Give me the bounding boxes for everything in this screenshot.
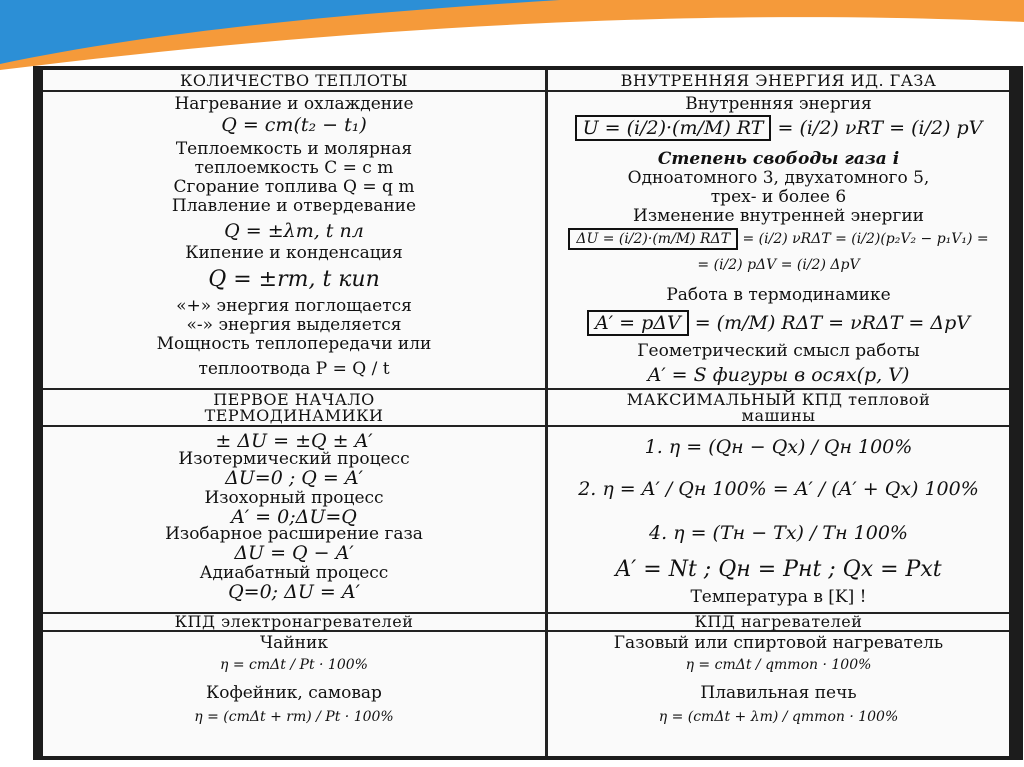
formula: ΔU = Q − A′ <box>234 542 354 564</box>
formula: A′ = Nt ; Qн = Pнt ; Qх = Pхt <box>615 557 942 582</box>
boxed-formula: ΔU = (i/2)·(m/M) RΔT <box>568 228 738 250</box>
text-line: Температура в [K] ! <box>690 587 867 607</box>
text-line: Изменение внутренней энергии <box>633 206 924 226</box>
formula-part: = (i/2) νRT = (i/2) pV <box>777 117 983 139</box>
text-line: Плавильная печь <box>700 683 857 703</box>
formula: η = cmΔt / Pt · 100% <box>220 657 368 673</box>
text-line: теплоемкость C = c m <box>194 158 394 178</box>
formula: Q = ±rm, t кип <box>208 267 380 292</box>
text-line: Нагревание и охлаждение <box>174 94 414 114</box>
formula: = (i/2) pΔV = (i/2) ΔpV <box>697 257 860 273</box>
formula: ΔU=0 ; Q = A′ <box>225 467 363 489</box>
formula <box>548 228 1009 250</box>
max-efficiency-heading: машины <box>741 406 816 425</box>
formula <box>548 115 1009 141</box>
boxed-formula: U = (i/2)·(m/M) RT <box>575 115 772 141</box>
text-line: Сгорание топлива Q = q m <box>173 177 415 197</box>
heat-quantity-heading: КОЛИЧЕСТВО ТЕПЛОТЫ <box>180 71 408 90</box>
formula: η = (cmΔt + rm) / Pt · 100% <box>194 709 394 725</box>
text-line: Адиабатный процесс <box>199 563 389 583</box>
text-line: Работа в термодинамике <box>666 285 891 305</box>
internal-energy-heading: ВНУТРЕННЯЯ ЭНЕРГИЯ ИД. ГАЗА <box>620 71 937 90</box>
first-law-heading: ТЕРМОДИНАМИКИ <box>204 406 384 425</box>
text-line: Теплоемкость и молярная <box>175 139 413 159</box>
text-line: Плавление и отвердевание <box>171 196 417 216</box>
formula: A′ = 0;ΔU=Q <box>231 506 357 528</box>
text-line: трех- и более 6 <box>710 187 847 207</box>
formula: Q = cm(t₂ − t₁) <box>221 114 367 136</box>
formula: Q=0; ΔU = A′ <box>228 581 360 603</box>
text-line: теплоотвода P = Q / t <box>198 359 390 379</box>
first-law-heading: ПЕРВОЕ НАЧАЛО <box>213 390 375 409</box>
formula-part: = (i/2) νRΔT = (i/2)(p₂V₂ − p₁V₁) = <box>742 231 989 247</box>
max-efficiency-heading: МАКСИМАЛЬНЫЙ КПД тепловой <box>626 390 931 409</box>
text-line: Изохорный процесс <box>204 488 384 508</box>
formula-table <box>33 66 1023 760</box>
formula: η = (cmΔt + λm) / qmтоп · 100% <box>658 709 899 725</box>
header-banner <box>0 0 1024 70</box>
text-line: Изобарное расширение газа <box>165 524 423 544</box>
text-line: Мощность теплопередачи или <box>156 334 432 354</box>
formula: 2. η = A′ / Qн 100% = A′ / (A′ + Qх) 100% <box>578 478 979 500</box>
formula <box>548 310 1009 336</box>
text-line: Одноатомного 3, двухатомного 5, <box>627 168 930 188</box>
text-line: Кофейник, самовар <box>206 683 382 703</box>
text-line: «+» энергия поглощается <box>176 296 412 316</box>
boxed-formula: A′ = pΔV <box>587 310 689 336</box>
heaters-heading: КПД нагревателей <box>694 612 863 631</box>
text-line: Внутренняя энергия <box>685 94 872 114</box>
formula-part: = (m/M) RΔT = νRΔT = ΔpV <box>694 312 970 334</box>
formula: A′ = S фигуры в осях(p, V) <box>647 364 910 386</box>
formula: ± ΔU = ±Q ± A′ <box>215 430 373 452</box>
formula: 1. η = (Qн − Qх) / Qн 100% <box>644 436 913 458</box>
formula: Q = ±λm, t пл <box>224 220 364 242</box>
formula: 4. η = (Tн − Tх) / Tн 100% <box>649 522 908 544</box>
text-line: «-» энергия выделяется <box>186 315 402 335</box>
text-line: Чайник <box>260 633 328 653</box>
text-line: Газовый или спиртовой нагреватель <box>613 633 944 653</box>
text-line: Геометрический смысл работы <box>637 341 920 361</box>
text-line: Изотермический процесс <box>178 449 410 469</box>
text-line: Кипение и конденсация <box>185 243 403 263</box>
degrees-of-freedom: Степень свободы газа i <box>657 149 900 169</box>
electric-heaters-heading: КПД электронагревателей <box>174 612 414 631</box>
right-column <box>548 70 1009 756</box>
formula: η = cmΔt / qmтоп · 100% <box>685 657 872 673</box>
left-column <box>43 70 545 756</box>
formula-sheet <box>43 70 1009 756</box>
